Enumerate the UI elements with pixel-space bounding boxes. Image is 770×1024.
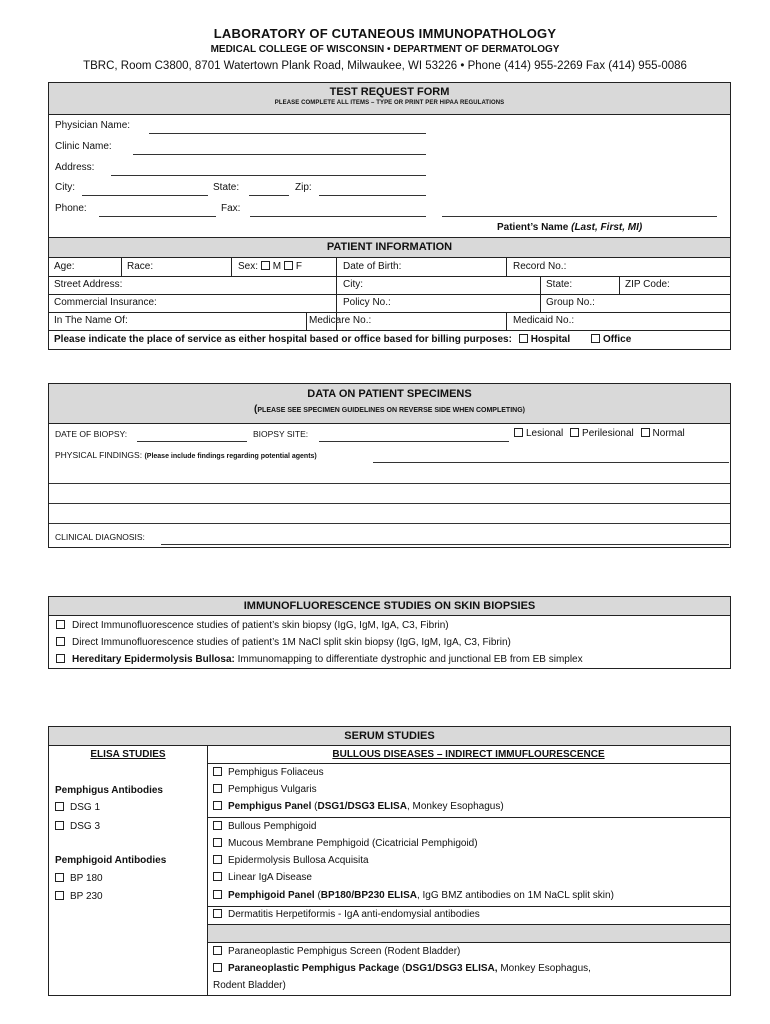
patient-name-prefix: Patient’s Name — [497, 222, 572, 233]
paraneo-package-label: Paraneoplastic Pemphigus Package — [228, 963, 400, 974]
office-label: Office — [602, 334, 632, 345]
phone-label: Phone: — [55, 203, 87, 214]
pemphigoid-panel-option — [213, 890, 614, 901]
paraneo-package-rest: Monkey Esophagus, — [497, 963, 591, 974]
row-divider — [49, 330, 730, 331]
test-request-note: PLEASE COMPLETE ALL ITEMS – TYPE OR PRINT PER HIPAA REGULATIONS — [274, 100, 505, 106]
age-label: Age: — [54, 261, 75, 272]
test-request-title: TEST REQUEST FORM — [329, 86, 450, 98]
paraneo-screen-checkbox[interactable] — [213, 946, 222, 955]
biopsy-site-field[interactable] — [319, 441, 509, 442]
policy-label: Policy No.: — [343, 297, 391, 308]
pemphigoid-panel-elisa: BP180/BP230 ELISA — [320, 890, 417, 901]
sex-field — [238, 261, 302, 272]
dsg3-label: DSG 3 — [70, 821, 101, 832]
physical-findings-line-1[interactable] — [373, 462, 729, 463]
paraneo-package-elisa: DSG1/DSG3 ELISA, — [405, 963, 498, 974]
pemphigoid-panel-rest: , IgG BMZ antibodies on 1M NaCL split skin) — [416, 890, 614, 901]
group-label: Group No.: — [546, 297, 595, 308]
perilesional-checkbox[interactable] — [570, 428, 579, 437]
serum-section — [48, 726, 731, 996]
fax-field[interactable] — [250, 216, 426, 217]
city-label: City: — [55, 182, 75, 193]
specimens-section — [48, 383, 731, 548]
dob-label: Date of Birth: — [343, 261, 402, 272]
address-label: Address: — [55, 162, 95, 173]
immuno-option-1 — [56, 620, 449, 631]
immuno-option-1-label: Direct Immunofluorescence studies of patient’s skin biopsy (IgG, IgM, IgA, C3, Fibrin) — [72, 620, 449, 631]
name-of-label: In The Name Of: — [54, 315, 128, 326]
serum-row-divider — [207, 763, 730, 764]
dsg3-checkbox[interactable] — [55, 821, 64, 830]
office-checkbox[interactable] — [591, 334, 600, 343]
foliaceus-label: Pemphigus Foliaceus — [228, 767, 324, 778]
col-divider — [306, 312, 307, 330]
patient-name-field[interactable] — [442, 216, 717, 217]
foliaceus-option — [213, 767, 324, 778]
phone-field[interactable] — [99, 216, 216, 217]
dsg1-checkbox[interactable] — [55, 802, 64, 811]
pemphigoid-panel-checkbox[interactable] — [213, 890, 222, 899]
biopsy-type-options — [514, 428, 685, 439]
physical-findings-text: PHYSICAL FINDINGS: — [55, 450, 143, 460]
serum-title: SERUM STUDIES — [344, 730, 435, 742]
pemphigus-panel-paren: ( — [311, 801, 318, 812]
linear-iga-option — [213, 872, 312, 883]
test-request-header — [49, 83, 730, 115]
row-divider — [49, 294, 730, 295]
clinic-field[interactable] — [133, 154, 426, 155]
bp230-checkbox[interactable] — [55, 891, 64, 900]
specimens-header — [49, 384, 730, 424]
clinic-label: Clinic Name: — [55, 141, 112, 152]
sex-m-label: M — [272, 261, 282, 272]
immuno-checkbox-2[interactable] — [56, 637, 65, 646]
clinical-diagnosis-field[interactable] — [161, 544, 729, 545]
dsg3-option — [55, 821, 100, 832]
street-label: Street Address: — [54, 279, 123, 290]
mucous-checkbox[interactable] — [213, 838, 222, 847]
pemphigoid-antibodies-label: Pemphigoid Antibodies — [55, 855, 167, 866]
dermatitis-label: Dermatitis Herpetiformis - IgA anti-endomysial antibodies — [228, 909, 480, 920]
specimens-title: DATA ON PATIENT SPECIMENS — [307, 388, 472, 400]
serum-header — [49, 727, 730, 746]
race-label: Race: — [127, 261, 154, 272]
biopsy-site-label: BIOPSY SITE: — [253, 429, 309, 439]
eba-checkbox[interactable] — [213, 855, 222, 864]
col-divider — [506, 312, 507, 330]
city-field[interactable] — [82, 195, 208, 196]
zip-field[interactable] — [319, 195, 426, 196]
medicare-label: Medicare No.: — [309, 315, 372, 326]
specimens-note-paren: ( — [254, 404, 258, 415]
eba-option — [213, 855, 369, 866]
dermatitis-option — [213, 909, 480, 920]
perilesional-label: Perilesional — [582, 428, 634, 439]
lesional-label: Lesional — [526, 428, 564, 439]
serum-col-divider — [207, 746, 208, 995]
immuno-header — [49, 597, 730, 616]
service-place — [54, 334, 631, 345]
hospital-label: Hospital — [530, 334, 571, 345]
row-divider — [49, 276, 730, 277]
linear-iga-checkbox[interactable] — [213, 872, 222, 881]
date-biopsy-field[interactable] — [137, 441, 247, 442]
bp230-option — [55, 891, 103, 902]
serum-row-divider — [207, 942, 730, 943]
specimens-note-text: PLEASE SEE SPECIMEN GUIDELINES ON REVERSE SIDE WHEN COMPLETING) — [257, 407, 525, 414]
dermatitis-checkbox[interactable] — [213, 909, 222, 918]
pemphigoid-panel-paren: ( — [314, 890, 321, 901]
col-divider — [506, 258, 507, 276]
normal-checkbox[interactable] — [641, 428, 650, 437]
col-divider — [231, 258, 232, 276]
lesional-checkbox[interactable] — [514, 428, 523, 437]
pemphigus-panel-elisa: DSG1/DSG3 ELISA — [317, 801, 407, 812]
bullous-pemphigoid-label: Bullous Pemphigoid — [228, 821, 317, 832]
record-label: Record No.: — [513, 261, 567, 272]
sex-m-checkbox[interactable] — [261, 261, 270, 270]
test-request-section — [48, 82, 731, 238]
clinical-diagnosis-label: CLINICAL DIAGNOSIS: — [55, 532, 145, 542]
pemphigus-panel-option — [213, 801, 504, 812]
paraneo-package-paren: ( — [399, 963, 406, 974]
foliaceus-checkbox[interactable] — [213, 767, 222, 776]
sex-f-checkbox[interactable] — [284, 261, 293, 270]
pemphigus-panel-label: Pemphigus Panel — [228, 801, 312, 812]
patient-info-header — [49, 238, 730, 258]
serum-shaded-separator — [208, 925, 730, 942]
mucous-option — [213, 838, 478, 849]
lab-title: LABORATORY OF CUTANEOUS IMMUNOPATHOLOGY — [213, 26, 557, 41]
dsg1-label: DSG 1 — [70, 802, 101, 813]
elisa-title: ELISA STUDIES — [90, 749, 166, 760]
paraneo-screen-option — [213, 946, 460, 957]
physical-findings-line-3[interactable] — [49, 503, 730, 504]
paraneo-package-line2: Rodent Bladder) — [213, 980, 286, 991]
bullous-title: BULLOUS DISEASES – INDIRECT IMMUFLOURESCENCE — [332, 749, 605, 760]
immuno-option-3-bold: Hereditary Epidermolysis Bullosa: — [72, 654, 235, 665]
row-divider — [49, 312, 730, 313]
insurance-label: Commercial Insurance: — [54, 297, 157, 308]
lab-address: TBRC, Room C3800, 8701 Watertown Plank Road, Milwaukee, WI 53226 • Phone (414) 955-2269 Fax (414) 955-0086 — [83, 60, 687, 72]
patient-info-title: PATIENT INFORMATION — [326, 241, 453, 253]
immuno-option-2 — [56, 637, 511, 648]
eba-label: Epidermolysis Bullosa Acquisita — [228, 855, 369, 866]
paraneo-package-checkbox[interactable] — [213, 963, 222, 972]
bp180-checkbox[interactable] — [55, 873, 64, 882]
zip-label-patient: ZIP Code: — [625, 279, 670, 290]
patient-info-section — [48, 238, 731, 350]
pemphigus-antibodies-label: Pemphigus Antibodies — [55, 785, 163, 796]
service-text: Please indicate the place of service as either hospital based or office based for billing purposes: — [54, 334, 512, 345]
hospital-checkbox[interactable] — [519, 334, 528, 343]
linear-iga-label: Linear IgA Disease — [228, 872, 312, 883]
city-label-patient: City: — [343, 279, 363, 290]
col-divider — [540, 276, 541, 312]
patient-name-label — [497, 222, 642, 233]
serum-row-divider — [207, 906, 730, 907]
immuno-option-2-label: Direct Immunofluorescence studies of patient’s 1M NaCl split skin biopsy (IgG, IgM, IgA, C3, Fibrin) — [72, 637, 511, 648]
immuno-checkbox-1[interactable] — [56, 620, 65, 629]
immuno-option-3 — [56, 654, 583, 665]
vulgaris-label: Pemphigus Vulgaris — [228, 784, 317, 795]
address-field[interactable] — [111, 175, 426, 176]
state-label-patient: State: — [546, 279, 573, 290]
sex-f-label: F — [295, 261, 303, 272]
bp230-label: BP 230 — [70, 891, 103, 902]
vulgaris-option — [213, 784, 317, 795]
physical-findings-label — [55, 450, 317, 460]
immuno-option-3-label: Immunomapping to differentiate dystrophic and junctional EB from EB simplex — [234, 654, 583, 665]
paraneo-screen-label: Paraneoplastic Pemphigus Screen (Rodent Bladder) — [228, 946, 461, 957]
vulgaris-checkbox[interactable] — [213, 784, 222, 793]
serum-row-divider — [207, 817, 730, 818]
state-field[interactable] — [249, 195, 289, 196]
fax-label: Fax: — [221, 203, 241, 214]
bp180-option — [55, 873, 103, 884]
physician-label: Physician Name: — [55, 120, 131, 131]
normal-label: Normal — [652, 428, 685, 439]
medicaid-label: Medicaid No.: — [513, 315, 575, 326]
immuno-title: IMMUNOFLUORESCENCE STUDIES ON SKIN BIOPSIES — [243, 600, 536, 612]
patient-name-hint: (Last, First, MI) — [571, 222, 643, 233]
col-divider — [619, 276, 620, 294]
physical-findings-note: (Please include findings regarding potential agents) — [144, 453, 317, 460]
bullous-pemphigoid-checkbox[interactable] — [213, 821, 222, 830]
lab-subtitle: MEDICAL COLLEGE OF WISCONSIN • DEPARTMENT OF DERMATOLOGY — [210, 44, 560, 55]
state-label: State: — [213, 182, 240, 193]
mucous-label: Mucous Membrane Pemphigoid (Cicatricial Pemphigoid) — [228, 838, 478, 849]
specimens-note — [49, 404, 730, 415]
col-divider — [121, 258, 122, 276]
immuno-section — [48, 596, 731, 669]
physical-findings-line-4[interactable] — [49, 523, 730, 524]
pemphigus-panel-rest: , Monkey Esophagus) — [406, 801, 504, 812]
sex-label: Sex: — [238, 261, 259, 272]
date-biopsy-label: DATE OF BIOPSY: — [55, 429, 128, 439]
bullous-pemphigoid-option — [213, 821, 316, 832]
pemphigoid-panel-label: Pemphigoid Panel — [228, 890, 315, 901]
bp180-label: BP 180 — [70, 873, 103, 884]
physician-field[interactable] — [149, 133, 426, 134]
paraneo-package-option — [213, 963, 591, 974]
pemphigus-panel-checkbox[interactable] — [213, 801, 222, 810]
immuno-checkbox-3[interactable] — [56, 654, 65, 663]
physical-findings-line-2[interactable] — [49, 483, 730, 484]
zip-label: Zip: — [295, 182, 312, 193]
dsg1-option — [55, 802, 100, 813]
